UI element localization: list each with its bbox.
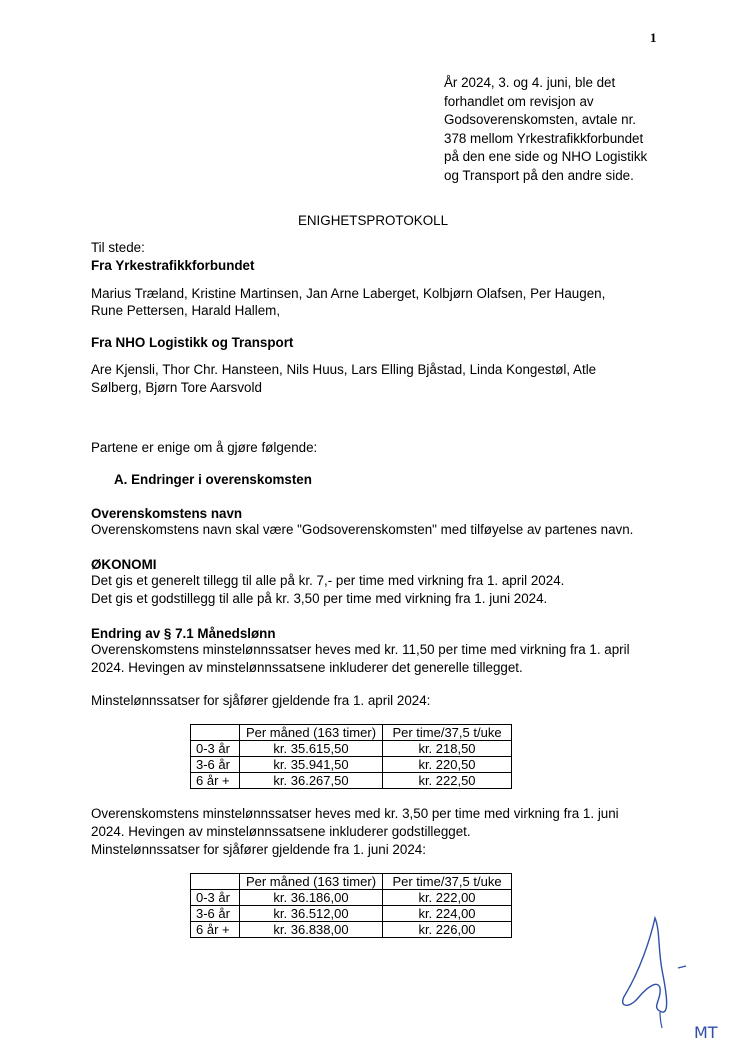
party2-members: Are Kjensli, Thor Chr. Hansteen, Nils Huus, Lars Elling Bjåstad, Linda Kongestøl, Atle: [91, 362, 597, 377]
rates-table-june: [190, 873, 512, 938]
table-header-cell: Per time/37,5 t/uke: [383, 725, 512, 741]
table-header-cell: Per time/37,5 t/uke: [383, 874, 512, 890]
table-row: [191, 922, 512, 938]
monthly-heading: Endring av § 7.1 Månedslønn: [91, 626, 276, 641]
table-cell: 0-3 år: [191, 890, 240, 906]
monthly-text: Overenskomstens minstelønnssatser heves med kr. 3,50 per time med virkning fra 1. juni: [91, 806, 619, 821]
table-row: [191, 773, 512, 789]
signature-stroke: [623, 918, 667, 1012]
table-cell: 3-6 år: [191, 757, 240, 773]
table-cell: kr. 36.512,00: [240, 906, 383, 922]
table-cell: kr. 222,00: [383, 890, 512, 906]
table-cell: kr. 220,50: [383, 757, 512, 773]
initials-text: MT: [694, 1023, 718, 1042]
name-section-heading: Overenskomstens navn: [91, 506, 243, 521]
table-cell: 6 år +: [191, 922, 240, 938]
economy-text: Det gis et generelt tillegg til alle på kr. 7,- per time med virkning fra 1. april 2024.: [91, 573, 565, 588]
economy-heading: ØKONOMI: [91, 557, 157, 572]
section-a-heading: A. Endringer i overenskomsten: [114, 472, 312, 487]
document-title: ENIGHETSPROTOKOLL: [297, 213, 449, 228]
table-row: [191, 757, 512, 773]
intro-line: på den ene side og NHO Logistikk: [444, 149, 648, 165]
party2-members: Sølberg, Bjørn Tore Aarsvold: [91, 380, 262, 395]
table-cell: 6 år +: [191, 773, 240, 789]
table-cell: kr. 36.186,00: [240, 890, 383, 906]
present-label: Til stede:: [91, 240, 145, 255]
party1-heading: Fra Yrkestrafikkforbundet: [91, 258, 255, 273]
table-header-cell: [191, 874, 240, 890]
economy-text: Det gis et godstillegg til alle på kr. 3,50 per time med virkning fra 1. juni 2024.: [91, 591, 548, 606]
party2-heading: Fra NHO Logistikk og Transport: [91, 335, 294, 350]
table-row: [191, 906, 512, 922]
party1-members: Rune Pettersen, Harald Hallem,: [91, 303, 281, 318]
monthly-text: 2024. Hevingen av minstelønnssatsene inkluderer godstillegget.: [91, 824, 471, 839]
intro-paragraph: [444, 74, 704, 186]
table-cell: kr. 226,00: [383, 922, 512, 938]
monthly-text: Overenskomstens minstelønnssatser heves med kr. 11,50 per time med virkning fra 1. april: [91, 642, 630, 657]
table-row: [191, 890, 512, 906]
table-header-row: [191, 725, 512, 741]
page-number: 1: [650, 30, 657, 45]
intro-line: forhandlet om revisjon av: [444, 93, 594, 109]
table-cell: kr. 36.838,00: [240, 922, 383, 938]
table-cell: kr. 36.267,50: [240, 773, 383, 789]
intro-line: 378 mellom Yrkestrafikkforbundet: [444, 130, 644, 146]
agreement-intro: Partene er enige om å gjøre følgende:: [91, 440, 318, 455]
signature-initials: [600, 910, 740, 1045]
table-cell: kr. 224,00: [383, 906, 512, 922]
table-header-cell: Per måned (163 timer): [240, 874, 383, 890]
monthly-text: 2024. Hevingen av minstelønnssatsene inkluderer det generelle tillegget.: [91, 660, 523, 675]
intro-line: Godsoverenskomsten, avtale nr.: [444, 112, 637, 128]
name-section-text: Overenskomstens navn skal være "Godsoverenskomsten" med tilføyelse av partenes navn.: [91, 522, 634, 537]
intro-line: År 2024, 3. og 4. juni, ble det: [444, 75, 616, 90]
table1-caption: Minstelønnssatser for sjåfører gjeldende fra 1. april 2024:: [91, 693, 431, 708]
table-header-cell: [191, 725, 240, 741]
table-cell: 0-3 år: [191, 741, 240, 757]
table-header-cell: Per måned (163 timer): [240, 725, 383, 741]
table-row: [191, 741, 512, 757]
table-cell: kr. 218,50: [383, 741, 512, 757]
table-cell: kr. 35.615,50: [240, 741, 383, 757]
table-cell: 3-6 år: [191, 906, 240, 922]
rates-table-april: [190, 724, 512, 789]
table-cell: kr. 222,50: [383, 773, 512, 789]
table-cell: kr. 35.941,50: [240, 757, 383, 773]
intro-line: og Transport på den andre side.: [444, 167, 634, 183]
table2-caption: Minstelønnssatser for sjåfører gjeldende fra 1. juni 2024:: [91, 842, 426, 857]
table-header-row: [191, 874, 512, 890]
party1-members: Marius Træland, Kristine Martinsen, Jan Arne Laberget, Kolbjørn Olafsen, Per Haugen,: [91, 286, 606, 301]
